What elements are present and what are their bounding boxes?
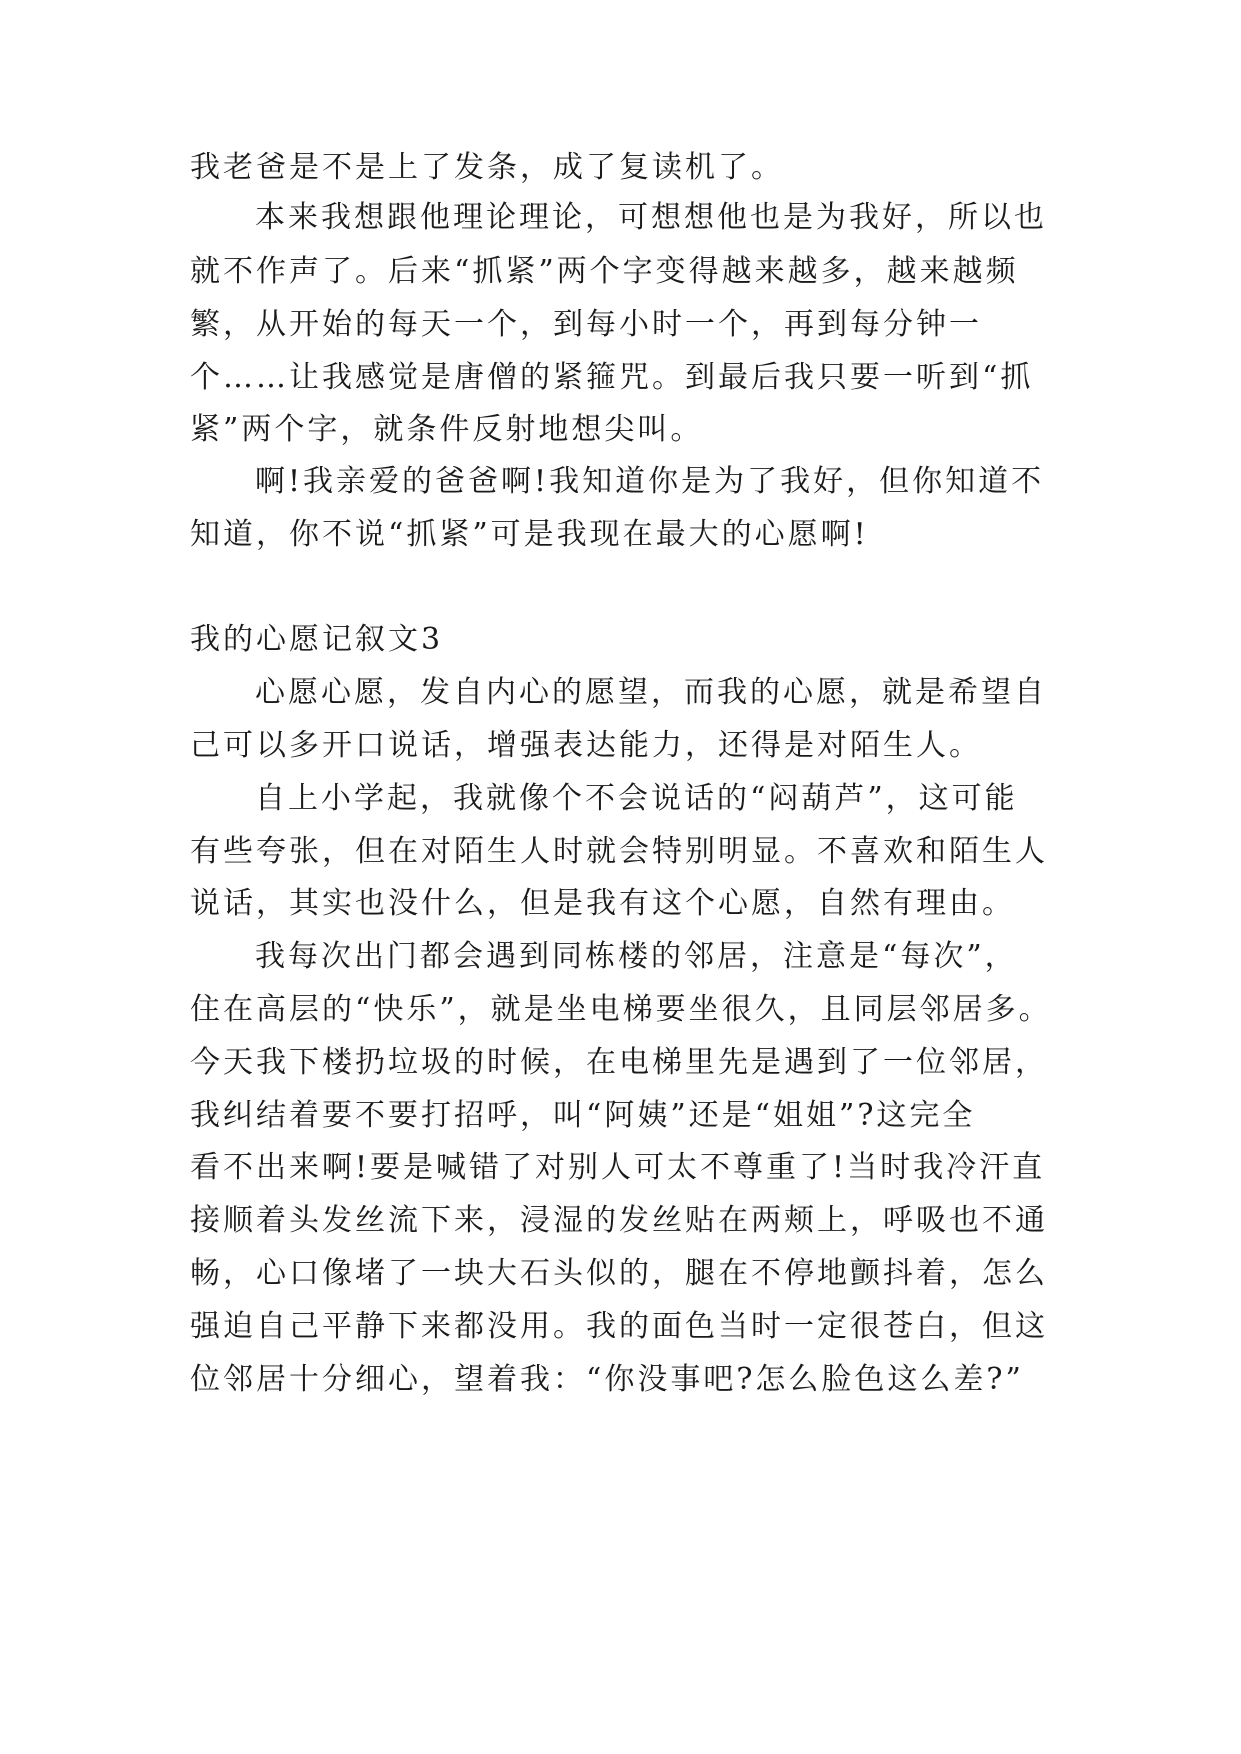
text-line: 个……让我感觉是唐僧的紧箍咒。到最后我只要一听到“抓 [190, 360, 1034, 395]
text-line: 位邻居十分细心，望着我：“你没事吧?怎么脸色这么差?” [190, 1362, 1024, 1397]
text-line: 看不出来啊!要是喊错了对别人可太不尊重了!当时我冷汗直 [190, 1150, 1046, 1185]
text-line: 有些夸张，但在对陌生人时就会特别明显。不喜欢和陌生人 [190, 834, 1048, 869]
text-line: 己可以多开口说话，增强表达能力，还得是对陌生人。 [190, 728, 982, 763]
text-line: 今天我下楼扔垃圾的时候，在电梯里先是遇到了一位邻居， [190, 1045, 1048, 1080]
text-line: 畅，心口像堵了一块大石头似的，腿在不停地颤抖着，怎么 [190, 1256, 1048, 1291]
text-line: 紧”两个字，就条件反射地想尖叫。 [190, 412, 704, 447]
text-line: 繁，从开始的每天一个，到每小时一个，再到每分钟一 [190, 307, 982, 342]
text-line: 知道，你不说“抓紧”可是我现在最大的心愿啊! [190, 517, 869, 552]
paragraph-start: 啊!我亲爱的爸爸啊!我知道你是为了我好，但你知道不 [255, 464, 1045, 499]
paragraph-start: 我每次出门都会遇到同栋楼的邻居，注意是“每次”， [255, 939, 1018, 974]
paragraph-start: 心愿心愿，发自内心的愿望，而我的心愿，就是希望自 [255, 675, 1047, 710]
text-line: 我纠结着要不要打招呼，叫“阿姨”还是“姐姐”?这完全 [190, 1098, 976, 1133]
text-line: 说话，其实也没什么，但是我有这个心愿，自然有理由。 [190, 886, 1015, 921]
text-line: 住在高层的“快乐”，就是坐电梯要坐很久，且同层邻居多。 [190, 992, 1052, 1027]
paragraph-start: 自上小学起，我就像个不会说话的“闷葫芦”，这可能 [255, 781, 1018, 816]
text-line: 接顺着头发丝流下来，浸湿的发丝贴在两颊上，呼吸也不通 [190, 1203, 1048, 1238]
text-line: 就不作声了。后来“抓紧”两个字变得越来越多，越来越频 [190, 254, 1019, 289]
text-line: 我老爸是不是上了发条，成了复读机了。 [190, 150, 784, 185]
text-line: 强迫自己平静下来都没用。我的面色当时一定很苍白，但这 [190, 1309, 1048, 1344]
section-heading: 我的心愿记叙文3 [190, 622, 444, 657]
paragraph-start: 本来我想跟他理论理论，可想想他也是为我好，所以也 [255, 200, 1047, 235]
